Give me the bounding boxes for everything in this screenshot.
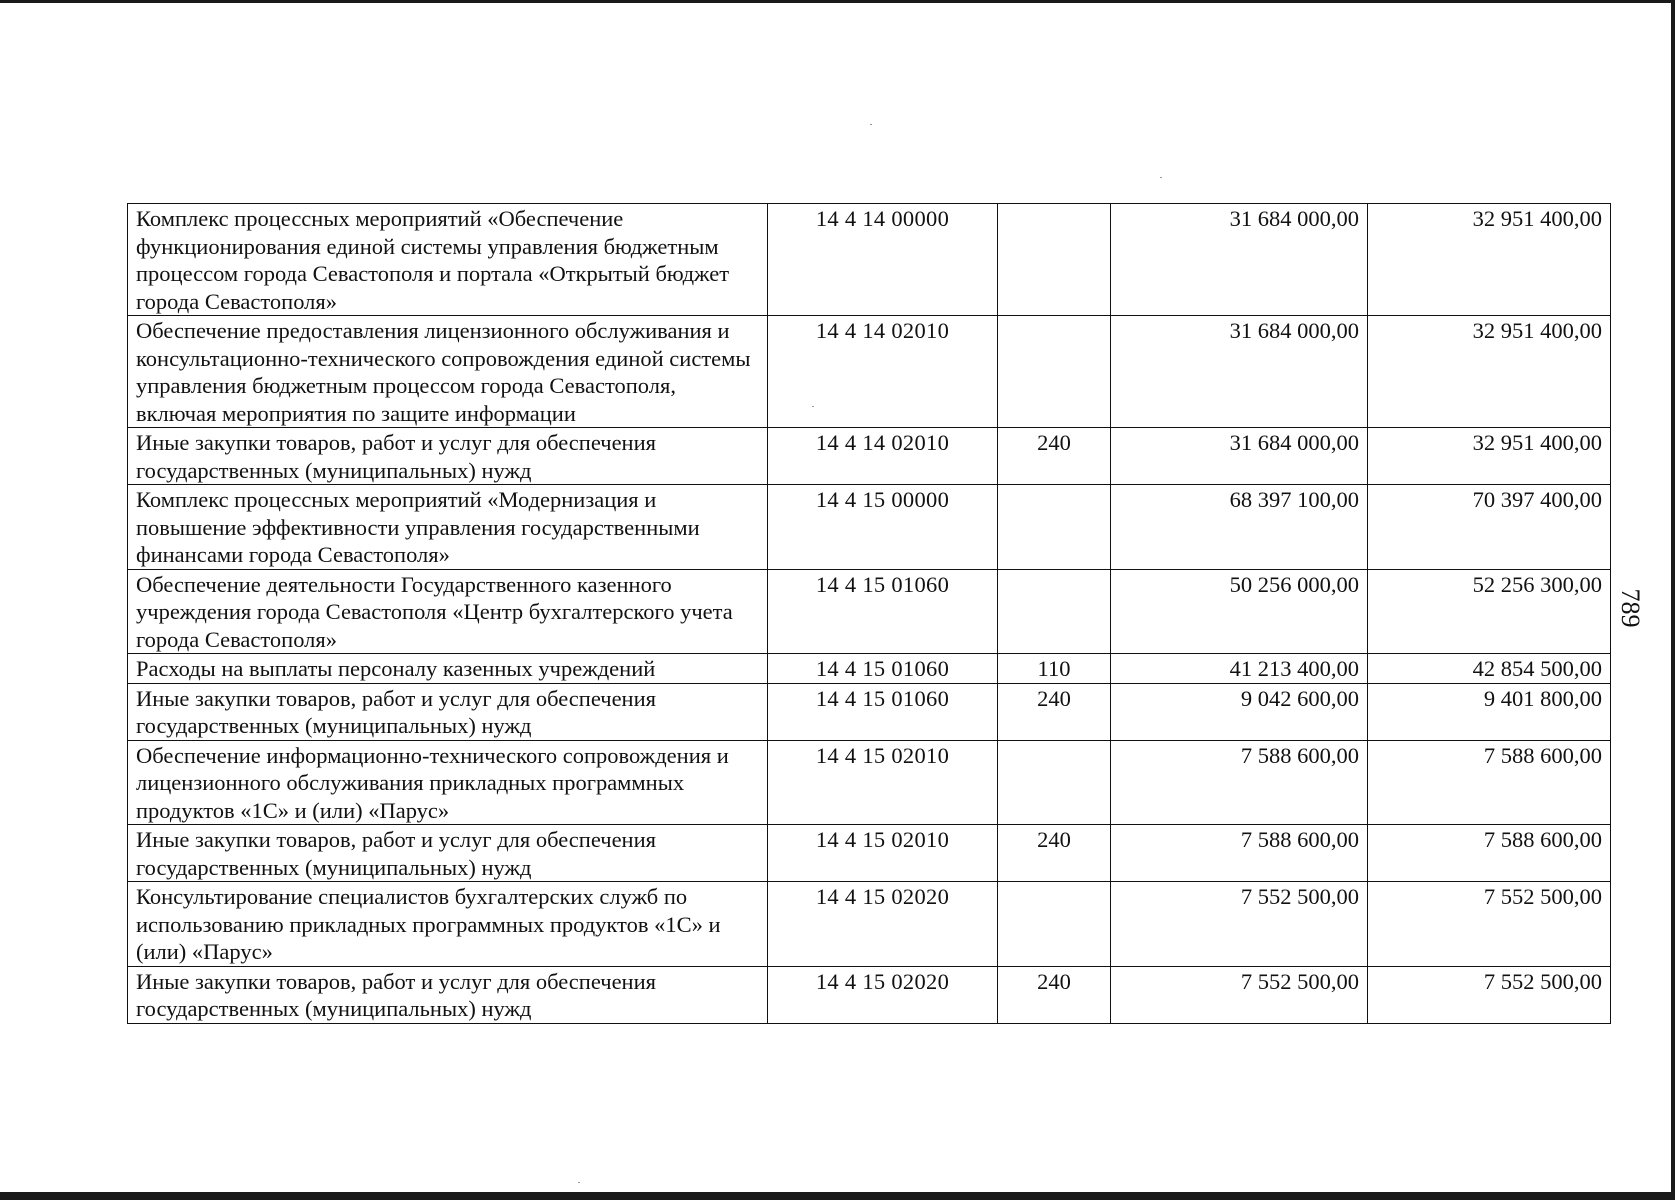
table-row [128, 204, 1611, 316]
scan-border-top [0, 0, 1675, 3]
expense-type-cell [998, 882, 1111, 967]
expense-name-cell: Иные закупки товаров, работ и услуг для обеспечения государственных (муниципальных) нужд [128, 428, 768, 485]
table-row [128, 825, 1611, 882]
expense-type-cell [998, 569, 1111, 654]
expense-type-cell [998, 204, 1111, 316]
target-article-code-cell: 14 4 15 01060 [768, 654, 998, 684]
expense-type-cell [998, 316, 1111, 428]
table-row [128, 740, 1611, 825]
expense-name-cell: Иные закупки товаров, работ и услуг для обеспечения государственных (муниципальных) нужд [128, 825, 768, 882]
target-article-code-cell: 14 4 14 00000 [768, 204, 998, 316]
table-row [128, 882, 1611, 967]
target-article-code-cell: 14 4 15 02020 [768, 882, 998, 967]
target-article-code-cell: 14 4 15 01060 [768, 683, 998, 740]
amount-cell-year-2: 7 588 600,00 [1368, 825, 1611, 882]
amount-cell-year-2: 52 256 300,00 [1368, 569, 1611, 654]
amount-cell-year-1: 31 684 000,00 [1111, 428, 1368, 485]
target-article-code-cell: 14 4 15 02010 [768, 825, 998, 882]
amount-cell-year-2: 7 552 500,00 [1368, 966, 1611, 1023]
target-article-code-cell: 14 4 15 02020 [768, 966, 998, 1023]
scan-border-bottom [0, 1192, 1675, 1200]
amount-cell-year-2: 70 397 400,00 [1368, 485, 1611, 570]
expense-name-cell: Обеспечение информационно-технического сопровождения и лицензионного обслуживания прикладных программных продуктов «1С» и (или) «Парус» [128, 740, 768, 825]
table-row [128, 966, 1611, 1023]
amount-cell-year-1: 50 256 000,00 [1111, 569, 1368, 654]
expense-name-cell: Комплекс процессных мероприятий «Модернизация и повышение эффективности управления государственными финансами города Севастополя» [128, 485, 768, 570]
amount-cell-year-2: 32 951 400,00 [1368, 204, 1611, 316]
expense-type-cell [998, 485, 1111, 570]
amount-cell-year-1: 7 588 600,00 [1111, 740, 1368, 825]
scan-border-right [1671, 0, 1675, 1200]
amount-cell-year-1: 41 213 400,00 [1111, 654, 1368, 684]
scan-speck [870, 124, 872, 125]
amount-cell-year-2: 9 401 800,00 [1368, 683, 1611, 740]
expense-type-cell [998, 740, 1111, 825]
amount-cell-year-2: 32 951 400,00 [1368, 428, 1611, 485]
amount-cell-year-1: 31 684 000,00 [1111, 204, 1368, 316]
budget-allocation-table [127, 203, 1611, 1024]
expense-type-cell: 240 [998, 683, 1111, 740]
table-row [128, 569, 1611, 654]
table-body [128, 204, 1611, 1024]
target-article-code-cell: 14 4 15 01060 [768, 569, 998, 654]
expense-type-cell: 240 [998, 428, 1111, 485]
table-row [128, 683, 1611, 740]
expense-name-cell: Иные закупки товаров, работ и услуг для обеспечения государственных (муниципальных) нужд [128, 683, 768, 740]
amount-cell-year-2: 7 588 600,00 [1368, 740, 1611, 825]
expense-name-cell: Комплекс процессных мероприятий «Обеспечение функционирования единой системы управления бюджетным процессом города Севастополя и портала «Открытый бюджет города Севастополя» [128, 204, 768, 316]
amount-cell-year-1: 7 588 600,00 [1111, 825, 1368, 882]
scan-speck [1160, 177, 1162, 178]
expense-type-cell: 110 [998, 654, 1111, 684]
expense-type-cell: 240 [998, 966, 1111, 1023]
expense-name-cell: Обеспечение деятельности Государственного казенного учреждения города Севастополя «Центр бухгалтерского учета города Севастополя» [128, 569, 768, 654]
amount-cell-year-2: 42 854 500,00 [1368, 654, 1611, 684]
amount-cell-year-1: 9 042 600,00 [1111, 683, 1368, 740]
expense-name-cell: Обеспечение предоставления лицензионного обслуживания и консультационно-технического сопровождения единой системы управления бюджетным процессом города Севастополя, включая мероприятия по защите информации [128, 316, 768, 428]
target-article-code-cell: 14 4 15 00000 [768, 485, 998, 570]
expense-name-cell: Расходы на выплаты персоналу казенных учреждений [128, 654, 768, 684]
amount-cell-year-2: 32 951 400,00 [1368, 316, 1611, 428]
expense-name-cell: Консультирование специалистов бухгалтерских служб по использованию прикладных программных продуктов «1С» и (или) «Парус» [128, 882, 768, 967]
expense-name-cell: Иные закупки товаров, работ и услуг для обеспечения государственных (муниципальных) нужд [128, 966, 768, 1023]
amount-cell-year-1: 7 552 500,00 [1111, 966, 1368, 1023]
amount-cell-year-1: 7 552 500,00 [1111, 882, 1368, 967]
expense-type-cell: 240 [998, 825, 1111, 882]
scan-speck [578, 1182, 580, 1183]
table-row [128, 485, 1611, 570]
table-row [128, 654, 1611, 684]
page-number: 789 [1616, 588, 1645, 628]
target-article-code-cell: 14 4 15 02010 [768, 740, 998, 825]
table-row [128, 428, 1611, 485]
amount-cell-year-1: 68 397 100,00 [1111, 485, 1368, 570]
target-article-code-cell: 14 4 14 02010 [768, 316, 998, 428]
target-article-code-cell: 14 4 14 02010 [768, 428, 998, 485]
amount-cell-year-2: 7 552 500,00 [1368, 882, 1611, 967]
table-row [128, 316, 1611, 428]
amount-cell-year-1: 31 684 000,00 [1111, 316, 1368, 428]
